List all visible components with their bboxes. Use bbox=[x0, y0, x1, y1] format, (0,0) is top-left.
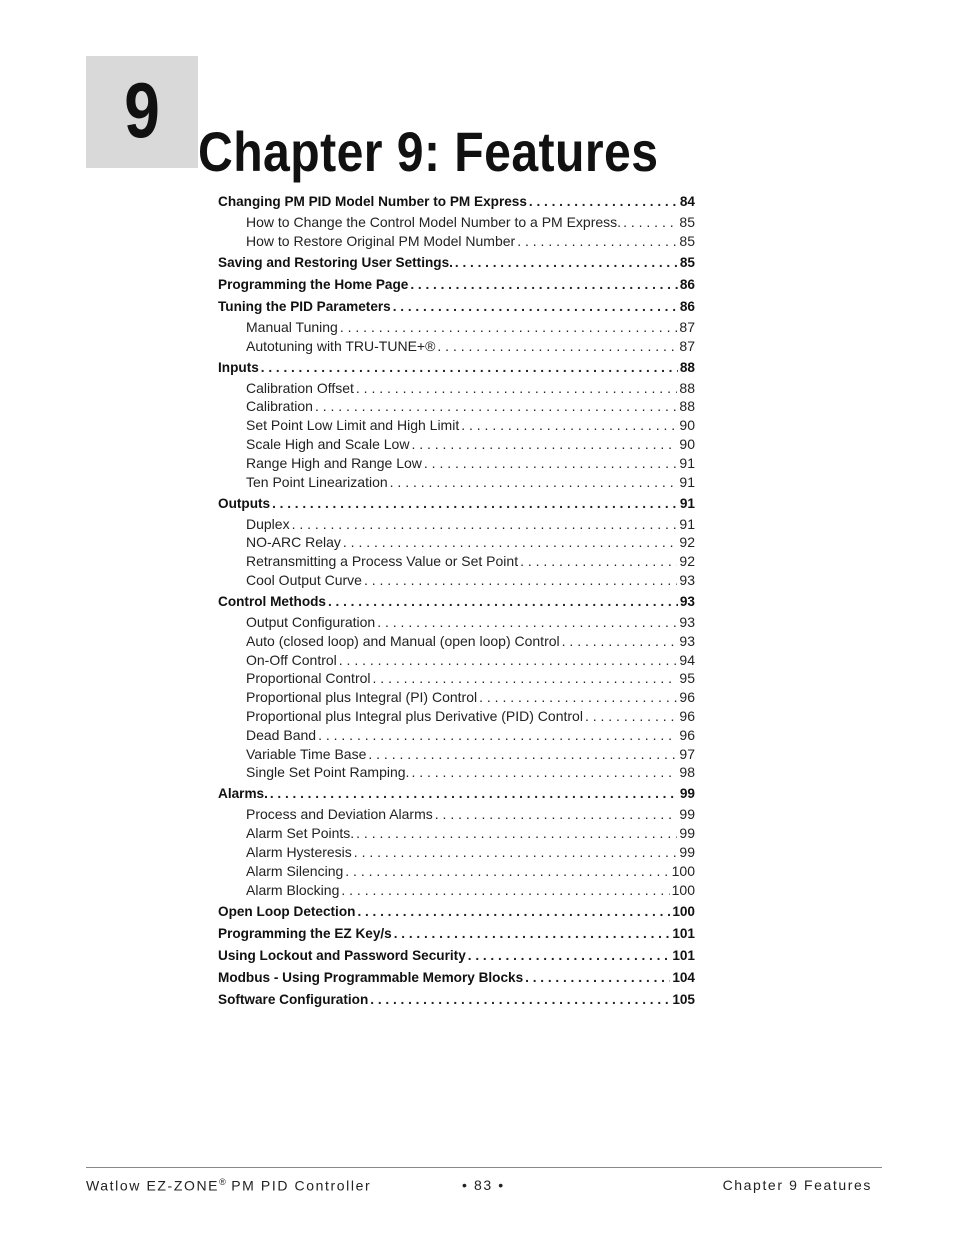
toc-entry-page: 86 bbox=[679, 276, 695, 292]
toc-entry[interactable] bbox=[218, 233, 695, 249]
toc-leader-dots bbox=[437, 338, 677, 354]
chapter-number: 9 bbox=[124, 66, 160, 154]
toc-leader-dots bbox=[340, 319, 678, 335]
toc-entry-page: 94 bbox=[679, 651, 695, 668]
toc-entry-label: Tuning the PID Parameters bbox=[218, 298, 391, 314]
toc-entry-page: 92 bbox=[679, 534, 695, 551]
toc-leader-dots bbox=[357, 904, 670, 919]
toc-entry-label: Set Point Low Limit and High Limit bbox=[246, 417, 460, 434]
toc-entry-label: Process and Deviation Alarms bbox=[246, 806, 433, 823]
toc-entry[interactable] bbox=[218, 948, 695, 963]
toc-entry-page: 105 bbox=[672, 991, 695, 1007]
toc-entry-label: Alarm Hysteresis bbox=[246, 844, 352, 860]
toc-entry-page: 100 bbox=[672, 903, 695, 919]
toc-entry-page: 95 bbox=[679, 670, 695, 687]
toc-entry-page: 98 bbox=[679, 764, 695, 781]
footer-product-suffix: PM PID Controller bbox=[225, 1177, 372, 1194]
toc-entry[interactable] bbox=[218, 360, 695, 375]
toc-entry-label: Alarm Set Points. bbox=[246, 825, 355, 842]
toc-leader-dots bbox=[411, 764, 677, 780]
toc-leader-dots bbox=[468, 948, 671, 963]
toc-entry-label: Alarm Blocking bbox=[246, 881, 340, 898]
toc-entry-page: 85 bbox=[679, 254, 695, 270]
toc-entry[interactable] bbox=[218, 786, 695, 801]
toc-leader-dots bbox=[424, 455, 678, 471]
toc-entry-label: Alarm Silencing bbox=[246, 862, 344, 879]
toc-entry[interactable] bbox=[218, 474, 695, 490]
toc-leader-dots bbox=[394, 926, 671, 941]
toc-entry-page: 93 bbox=[679, 572, 695, 588]
toc-leader-dots bbox=[529, 194, 678, 209]
toc-leader-dots bbox=[368, 746, 677, 762]
toc-entry-label: Changing PM PID Model Number to PM Express bbox=[218, 194, 527, 209]
toc-leader-dots bbox=[585, 708, 677, 724]
toc-entry-label: Control Methods bbox=[218, 594, 326, 609]
toc-leader-dots bbox=[345, 863, 669, 879]
toc-entry-page: 97 bbox=[679, 745, 695, 762]
toc-leader-dots bbox=[525, 970, 670, 985]
toc-entry[interactable] bbox=[218, 516, 695, 532]
toc-entry-label: On-Off Control bbox=[246, 651, 337, 668]
toc-entry[interactable] bbox=[218, 594, 695, 609]
toc-entry[interactable] bbox=[218, 572, 695, 588]
toc-entry-label: Manual Tuning bbox=[246, 318, 338, 335]
toc-entry-label: Modbus - Using Programmable Memory Blocks bbox=[218, 969, 524, 985]
toc-entry-label: Alarms. bbox=[218, 786, 268, 802]
toc-entry[interactable] bbox=[218, 614, 695, 630]
toc-entry-label: Programming the Home Page bbox=[218, 276, 409, 292]
toc-entry-label: How to Change the Control Model Number to a PM Express. bbox=[246, 214, 622, 230]
toc-entry-label: Programming the EZ Key/s bbox=[218, 925, 392, 941]
toc-leader-dots bbox=[343, 534, 678, 550]
toc-entry-page: 99 bbox=[679, 825, 695, 842]
toc-entry[interactable] bbox=[218, 882, 695, 898]
toc-leader-dots bbox=[272, 496, 678, 511]
toc-entry-label: Range High and Range Low bbox=[246, 454, 422, 471]
toc-entry-page: 92 bbox=[679, 553, 695, 570]
toc-entry[interactable] bbox=[218, 746, 695, 762]
toc-entry-label: Output Configuration bbox=[246, 614, 376, 630]
toc-entry-label: Proportional plus Integral plus Derivative (PID) Control bbox=[246, 708, 583, 724]
toc-entry-page: 99 bbox=[679, 786, 695, 802]
footer-product-prefix: Watlow EZ-ZONE bbox=[86, 1177, 220, 1194]
toc-entry-page: 86 bbox=[679, 298, 695, 314]
toc-entry[interactable] bbox=[218, 496, 695, 511]
toc-entry-page: 88 bbox=[679, 379, 695, 396]
toc-leader-dots bbox=[364, 572, 677, 588]
toc-leader-dots bbox=[356, 380, 678, 396]
toc-entry[interactable] bbox=[218, 194, 695, 209]
toc-leader-dots bbox=[373, 670, 678, 686]
toc-entry[interactable] bbox=[218, 534, 695, 550]
toc-entry-page: 100 bbox=[671, 881, 695, 898]
toc-entry[interactable] bbox=[218, 436, 695, 452]
toc-entry[interactable] bbox=[218, 844, 695, 860]
toc-entry-label: Variable Time Base bbox=[246, 745, 367, 762]
toc-entry[interactable] bbox=[218, 417, 695, 433]
footer-product-name bbox=[86, 1177, 371, 1194]
toc-entry-label: Inputs bbox=[218, 359, 259, 375]
toc-entry[interactable] bbox=[218, 727, 695, 743]
toc-entry-page: 85 bbox=[679, 232, 695, 249]
toc-entry-label: Using Lockout and Password Security bbox=[218, 947, 466, 963]
toc-entry-page: 99 bbox=[679, 844, 695, 860]
toc-entry-page: 91 bbox=[679, 515, 695, 532]
toc-entry[interactable] bbox=[218, 299, 695, 314]
toc-entry-page: 96 bbox=[679, 726, 695, 743]
toc-entry-page: 104 bbox=[672, 969, 695, 985]
chapter-title: Chapter 9: Features bbox=[198, 120, 659, 183]
toc-entry-page: 91 bbox=[679, 495, 695, 511]
toc-entry-label: Auto (closed loop) and Manual (open loop) Control bbox=[246, 632, 560, 649]
toc-entry-page: 91 bbox=[679, 454, 695, 471]
toc-entry-label: Proportional plus Integral (PI) Control bbox=[246, 689, 478, 706]
toc-entry[interactable] bbox=[218, 806, 695, 822]
toc-entry-page: 87 bbox=[679, 337, 695, 354]
toc-entry[interactable] bbox=[218, 689, 695, 705]
toc-entry-label: Autotuning with TRU-TUNE+® bbox=[246, 337, 436, 354]
toc-entry-label: Open Loop Detection bbox=[218, 903, 356, 919]
toc-leader-dots bbox=[393, 299, 678, 314]
toc-leader-dots bbox=[517, 233, 677, 249]
toc-entry-label: Dead Band bbox=[246, 726, 317, 743]
toc-entry-label: Cool Output Curve bbox=[246, 572, 362, 588]
toc-entry[interactable] bbox=[218, 380, 695, 396]
toc-entry-page: 93 bbox=[679, 632, 695, 649]
toc-entry-label: Software Configuration bbox=[218, 991, 369, 1007]
toc-leader-dots bbox=[410, 277, 678, 292]
toc-entry-page: 84 bbox=[679, 194, 695, 209]
toc-entry-page: 87 bbox=[679, 318, 695, 335]
toc-leader-dots bbox=[318, 727, 677, 743]
toc-leader-dots bbox=[377, 614, 677, 630]
toc-entry[interactable] bbox=[218, 398, 695, 414]
footer-page-number: • 83 • bbox=[462, 1177, 505, 1193]
toc-entry-page: 100 bbox=[671, 862, 695, 879]
toc-leader-dots bbox=[328, 594, 678, 609]
toc-entry[interactable] bbox=[218, 670, 695, 686]
toc-entry-label: Calibration bbox=[246, 398, 313, 415]
toc-entry[interactable] bbox=[218, 277, 695, 292]
toc-leader-dots bbox=[390, 474, 678, 490]
toc-leader-dots bbox=[356, 825, 677, 841]
toc-leader-dots bbox=[270, 786, 678, 801]
toc-entry-page: 99 bbox=[679, 806, 695, 823]
registered-mark: ® bbox=[219, 1177, 226, 1187]
toc-entry-label: Single Set Point Ramping. bbox=[246, 764, 410, 781]
toc-entry-label: Outputs bbox=[218, 495, 271, 511]
toc-entry-label: Calibration Offset bbox=[246, 379, 354, 396]
toc-entry-label: Scale High and Scale Low bbox=[246, 436, 410, 452]
toc-entry-label: NO-ARC Relay bbox=[246, 534, 341, 551]
toc-entry-label: Saving and Restoring User Settings. bbox=[218, 254, 453, 270]
toc-entry-page: 101 bbox=[672, 947, 695, 963]
toc-entry[interactable] bbox=[218, 825, 695, 841]
toc-leader-dots bbox=[261, 360, 678, 375]
toc-entry[interactable] bbox=[218, 214, 695, 230]
toc-entry-page: 90 bbox=[679, 417, 695, 434]
toc-leader-dots bbox=[411, 436, 677, 452]
toc-leader-dots bbox=[370, 992, 670, 1007]
chapter-number-box bbox=[86, 56, 198, 168]
toc-leader-dots bbox=[341, 882, 669, 898]
footer-chapter-name: Chapter 9 Features bbox=[722, 1177, 872, 1193]
toc-entry[interactable] bbox=[218, 904, 695, 919]
toc-entry[interactable] bbox=[218, 992, 695, 1007]
footer-divider bbox=[86, 1167, 882, 1168]
toc-entry-page: 96 bbox=[679, 689, 695, 706]
toc-leader-dots bbox=[315, 398, 677, 414]
toc-entry[interactable] bbox=[218, 926, 695, 941]
toc-entry-page: 101 bbox=[672, 925, 695, 941]
toc-entry-label: Retransmitting a Process Value or Set Point bbox=[246, 553, 519, 570]
toc-leader-dots bbox=[354, 844, 678, 860]
toc-entry[interactable] bbox=[218, 633, 695, 649]
toc-leader-dots bbox=[455, 255, 678, 270]
toc-entry-page: 88 bbox=[679, 359, 695, 375]
toc-leader-dots bbox=[520, 553, 677, 569]
toc-entry[interactable] bbox=[218, 652, 695, 668]
toc-entry-page: 93 bbox=[679, 614, 695, 630]
toc-entry[interactable] bbox=[218, 764, 695, 780]
toc-entry-page: 88 bbox=[679, 398, 695, 415]
toc-leader-dots bbox=[623, 214, 677, 230]
toc-entry-page: 85 bbox=[679, 214, 695, 230]
toc-entry-label: Ten Point Linearization bbox=[246, 473, 388, 490]
toc-leader-dots bbox=[479, 689, 677, 705]
toc-leader-dots bbox=[339, 652, 678, 668]
toc-entry[interactable] bbox=[218, 970, 695, 985]
toc-leader-dots bbox=[435, 806, 678, 822]
toc-entry[interactable] bbox=[218, 708, 695, 724]
toc-entry[interactable] bbox=[218, 255, 695, 270]
toc-entry-page: 91 bbox=[679, 473, 695, 490]
toc-entry-label: Proportional Control bbox=[246, 670, 371, 687]
toc-entry[interactable] bbox=[218, 863, 695, 879]
toc-entry-label: How to Restore Original PM Model Number bbox=[246, 232, 516, 249]
toc-entry[interactable] bbox=[218, 455, 695, 471]
toc-entry-page: 93 bbox=[679, 594, 695, 609]
toc-leader-dots bbox=[461, 417, 677, 433]
toc-leader-dots bbox=[562, 633, 678, 649]
toc-entry-page: 90 bbox=[679, 436, 695, 452]
toc-entry-label: Duplex bbox=[246, 515, 290, 532]
toc-entry[interactable] bbox=[218, 319, 695, 335]
toc-entry[interactable] bbox=[218, 338, 695, 354]
toc-leader-dots bbox=[292, 516, 678, 532]
toc-entry-page: 96 bbox=[679, 708, 695, 724]
toc-entry[interactable] bbox=[218, 553, 695, 569]
